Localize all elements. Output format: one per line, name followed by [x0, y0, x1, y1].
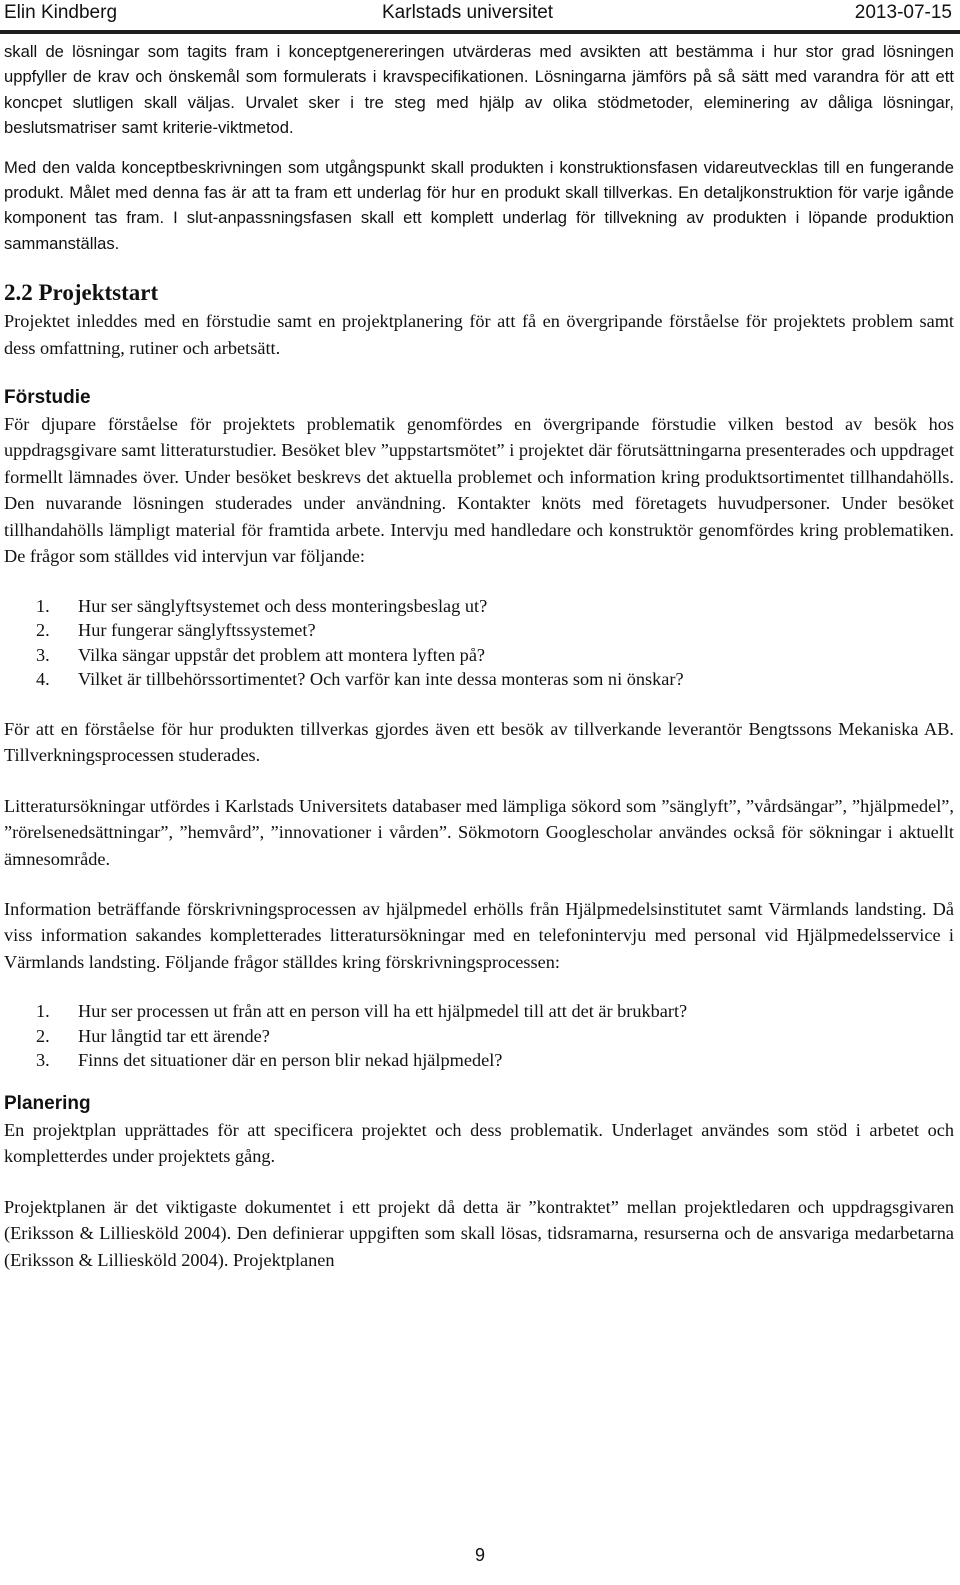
planering-paragraph-2: Projektplanen är det viktigaste dokumentet i ett projekt då detta är ”kontraktet” mellan projektledaren och uppdragsgivaren (Eriksson & Lilliesköld 2004). Den definierar uppgiften som skall lösas, tidsramarna, resurserna och de ansvariga medarbetarna (Eriksson & Lilliesköld 2004). Projektplanen: [4, 1196, 954, 1270]
header-rule: [0, 30, 960, 34]
section-paragraph-1: Projektet inleddes med en förstudie samt en projektplanering för att få en övergripande förståelse för projektets problem samt dess omfattning, rutiner och arbetsätt.: [4, 311, 954, 358]
forstudie-paragraph-1: För djupare förståelse för projektets problematik genomfördes en övergripande förstudie vilken bestod av besök hos uppdragsgivare samt litteraturstudier. Besöket blev ”uppstartsmötet” i projektet där förutsättningarna presenterades och uppdraget formellt lämnades över. Under besöket beskrevs det aktuella problemet och information kring produktsortimentet tillhandahölls. Den nuvarande lösningen studerades under användning. Kontakter knöts med företagets huvudpersoner. Under besöket tillhandahölls lämpligt material för framtida arbete. Intervju med handledare och konstruktör genomfördes kring problematiken. De frågor som ställdes vid intervjun var följande:: [4, 414, 954, 567]
list-item: 4. Vilket är tillbehörssortimentet? Och varför kan inte dessa monteras som ni önskar?: [36, 669, 684, 690]
page-number: 9: [474, 1545, 485, 1565]
header-university: Karlstads universitet: [382, 2, 554, 23]
planering-paragraph-1: En projektplan upprättades för att specificera projektet och dess problematik. Underlaget användes som stöd i arbetet och kompletterdes under projektets gång.: [4, 1119, 954, 1167]
section-heading: 2.2 Projektstart: [4, 280, 159, 306]
process-questions-list: [4, 999, 954, 1073]
list-item: 1. Hur ser sänglyftsystemet och dess monteringsbeslag ut?: [36, 595, 488, 616]
interview-questions-list: [4, 594, 954, 692]
page-header: [0, 0, 960, 30]
header-date: 2013-07-15: [854, 2, 952, 23]
forstudie-heading: Förstudie: [4, 387, 91, 409]
forstudie-paragraph-2: För att en förståelse för hur produkten tillverkas gjordes även ett besök av tillverkande leverantör Bengtssons Mekaniska AB. Tillverkningsprocessen studerades.: [4, 718, 954, 766]
list-item: 1. Hur ser processen ut från att en person vill ha ett hjälpmedel till att det är brukbart?: [36, 1001, 688, 1022]
header-author: Elin Kindberg: [4, 2, 118, 23]
forstudie-paragraph-3: Litteratursökningar utfördes i Karlstads Universitets databaser med lämpliga sökord som ”sänglyft”, ”vårdsängar”, ”hjälpmedel”, ”rörelsenedsättningar”, ”hemvård”, ”innovationer i vården”. Sökmotorn Googlescholar användes också för sökningar i aktuellt ämnesområde.: [4, 795, 954, 869]
forstudie-paragraph-4: Information beträffande förskrivningsprocessen av hjälpmedel erhölls från Hjälpmedelsinstitutet samt Värmlands landsting. Då viss information sakandes kompletterades litteratursökningar med en telefonintervju med personal vid Hjälpmedelsservice i Värmlands landsting. Följande frågor ställdes kring förskrivningsprocessen:: [4, 898, 954, 972]
intro-paragraph-1: skall de lösningar som tagits fram i konceptgenereringen utvärderas med avsikten att bestämma i hur stor grad lösningen uppfyller de krav och önskemål som formulerats i kravspecifikationen. Lösningarna jämförs på så sätt med varandra för att ett koncpet slutligen skall väljas. Urvalet sker i tre steg med hjälp av olika stödmetoder, eleminering av dåliga lösningar, beslutsmatriser samt kriterie-viktmetod.: [4, 42, 954, 138]
list-item: 2. Hur fungerar sänglyftssystemet?: [36, 620, 316, 641]
list-item: 3. Vilka sängar uppstår det problem att montera lyften på?: [36, 644, 486, 665]
planering-heading: Planering: [4, 1092, 91, 1114]
list-item: 2. Hur långtid tar ett ärende?: [36, 1025, 270, 1046]
document-body: [4, 39, 954, 1273]
intro-paragraph-2: Med den valda konceptbeskrivningen som utgångspunkt skall produkten i konstruktionsfasen vidareutvecklas till en fungerande produkt. Målet med denna fas är att ta fram ett underlag för hur en produkt skall tillverkas. En detaljkonstruktion för varje igånde komponent tas fram. I slut-anpassningsfasen skall ett komplett underlag för tillvekning av produkten i löpande produktion sammanställas.: [4, 157, 954, 253]
list-item: 3. Finns det situationer där en person blir nekad hjälpmedel?: [36, 1050, 503, 1071]
